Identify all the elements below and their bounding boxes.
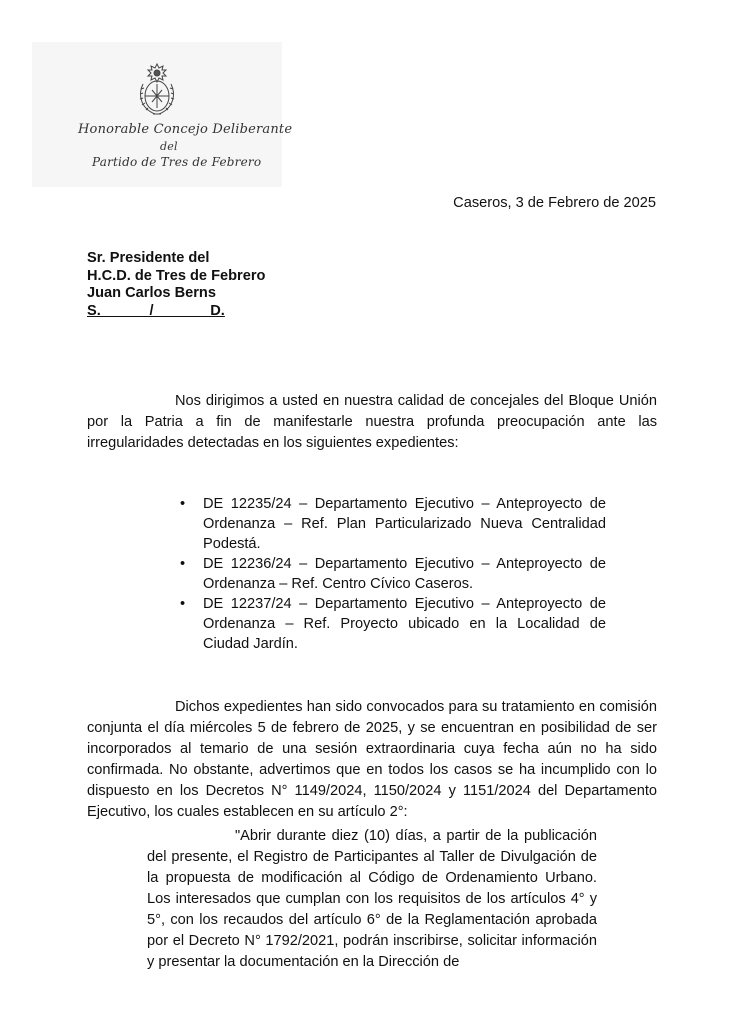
recipient-block [87, 250, 265, 320]
bullet-icon: • [180, 596, 186, 612]
expedientes-list [160, 494, 606, 654]
letterhead-line-3: Partido de Tres de Febrero [92, 155, 262, 169]
recipient-line-3: Juan Carlos Berns [87, 285, 216, 301]
bullet-icon: • [180, 556, 186, 572]
list-item [160, 594, 606, 654]
bullet-icon: • [180, 496, 186, 512]
letterhead [32, 42, 293, 187]
coat-of-arms-icon [135, 60, 179, 118]
recipient-sd-line: S. / D. [87, 302, 225, 319]
list-item [160, 494, 606, 554]
letterhead-line-1: Honorable Concejo Deliberante [78, 122, 293, 137]
body-paragraph: Dichos expedientes han sido convocados para su tratamiento en comisión conjunta el día miércoles 5 de febrero de 2025, y se encuentran en posibilidad de ser incorporados al temario de una sesión extraordinaria cuya fecha aún no ha sido confirmada. No obstante, advertimos que en todos los casos se ha incumplido con lo dispuesto en los Decretos N° 1149/2024, 1150/2024 y 1151/2024 del Departamento Ejecutivo, los cuales establecen en su artículo 2°: [87, 699, 657, 820]
intro-paragraph: Nos dirigimos a usted en nuestra calidad de concejales del Bloque Unión por la Patria a fin de manifestarle nuestra profunda preocupación ante las irregularidades detectadas en los siguientes expedientes: [87, 393, 657, 451]
list-item [160, 554, 606, 594]
expediente-text: DE 12236/24 – Departamento Ejecutivo – Anteproyecto de Ordenanza – Ref. Centro Cívico Caseros. [203, 556, 606, 592]
recipient-line-1: Sr. Presidente del [87, 250, 210, 266]
expediente-text: DE 12237/24 – Departamento Ejecutivo – Anteproyecto de Ordenanza – Ref. Proyecto ubicado en la Localidad de Ciudad Jardín. [203, 596, 606, 652]
expediente-text: DE 12235/24 – Departamento Ejecutivo – Anteproyecto de Ordenanza – Ref. Plan Particularizado Nueva Centralidad Podestá. [203, 496, 606, 552]
quoted-article: "Abrir durante diez (10) días, a partir de la publicación del presente, el Registro de Participantes al Taller de Divulgación de la propuesta de modificación al Código de Ordenamiento Urbano. Los interesados que cumplan con los requisitos de los artículos 4° y 5°, con los recaudos del artículo 6° de la Reglamentación aprobada por el Decreto N° 1792/2021, podrán inscribirse, solicitar información y presentar la documentación en la Dirección de [147, 828, 597, 970]
recipient-line-2: H.C.D. de Tres de Febrero [87, 267, 266, 284]
letterhead-line-2: del [160, 140, 178, 153]
letter-date: Caseros, 3 de Febrero de 2025 [453, 195, 656, 211]
